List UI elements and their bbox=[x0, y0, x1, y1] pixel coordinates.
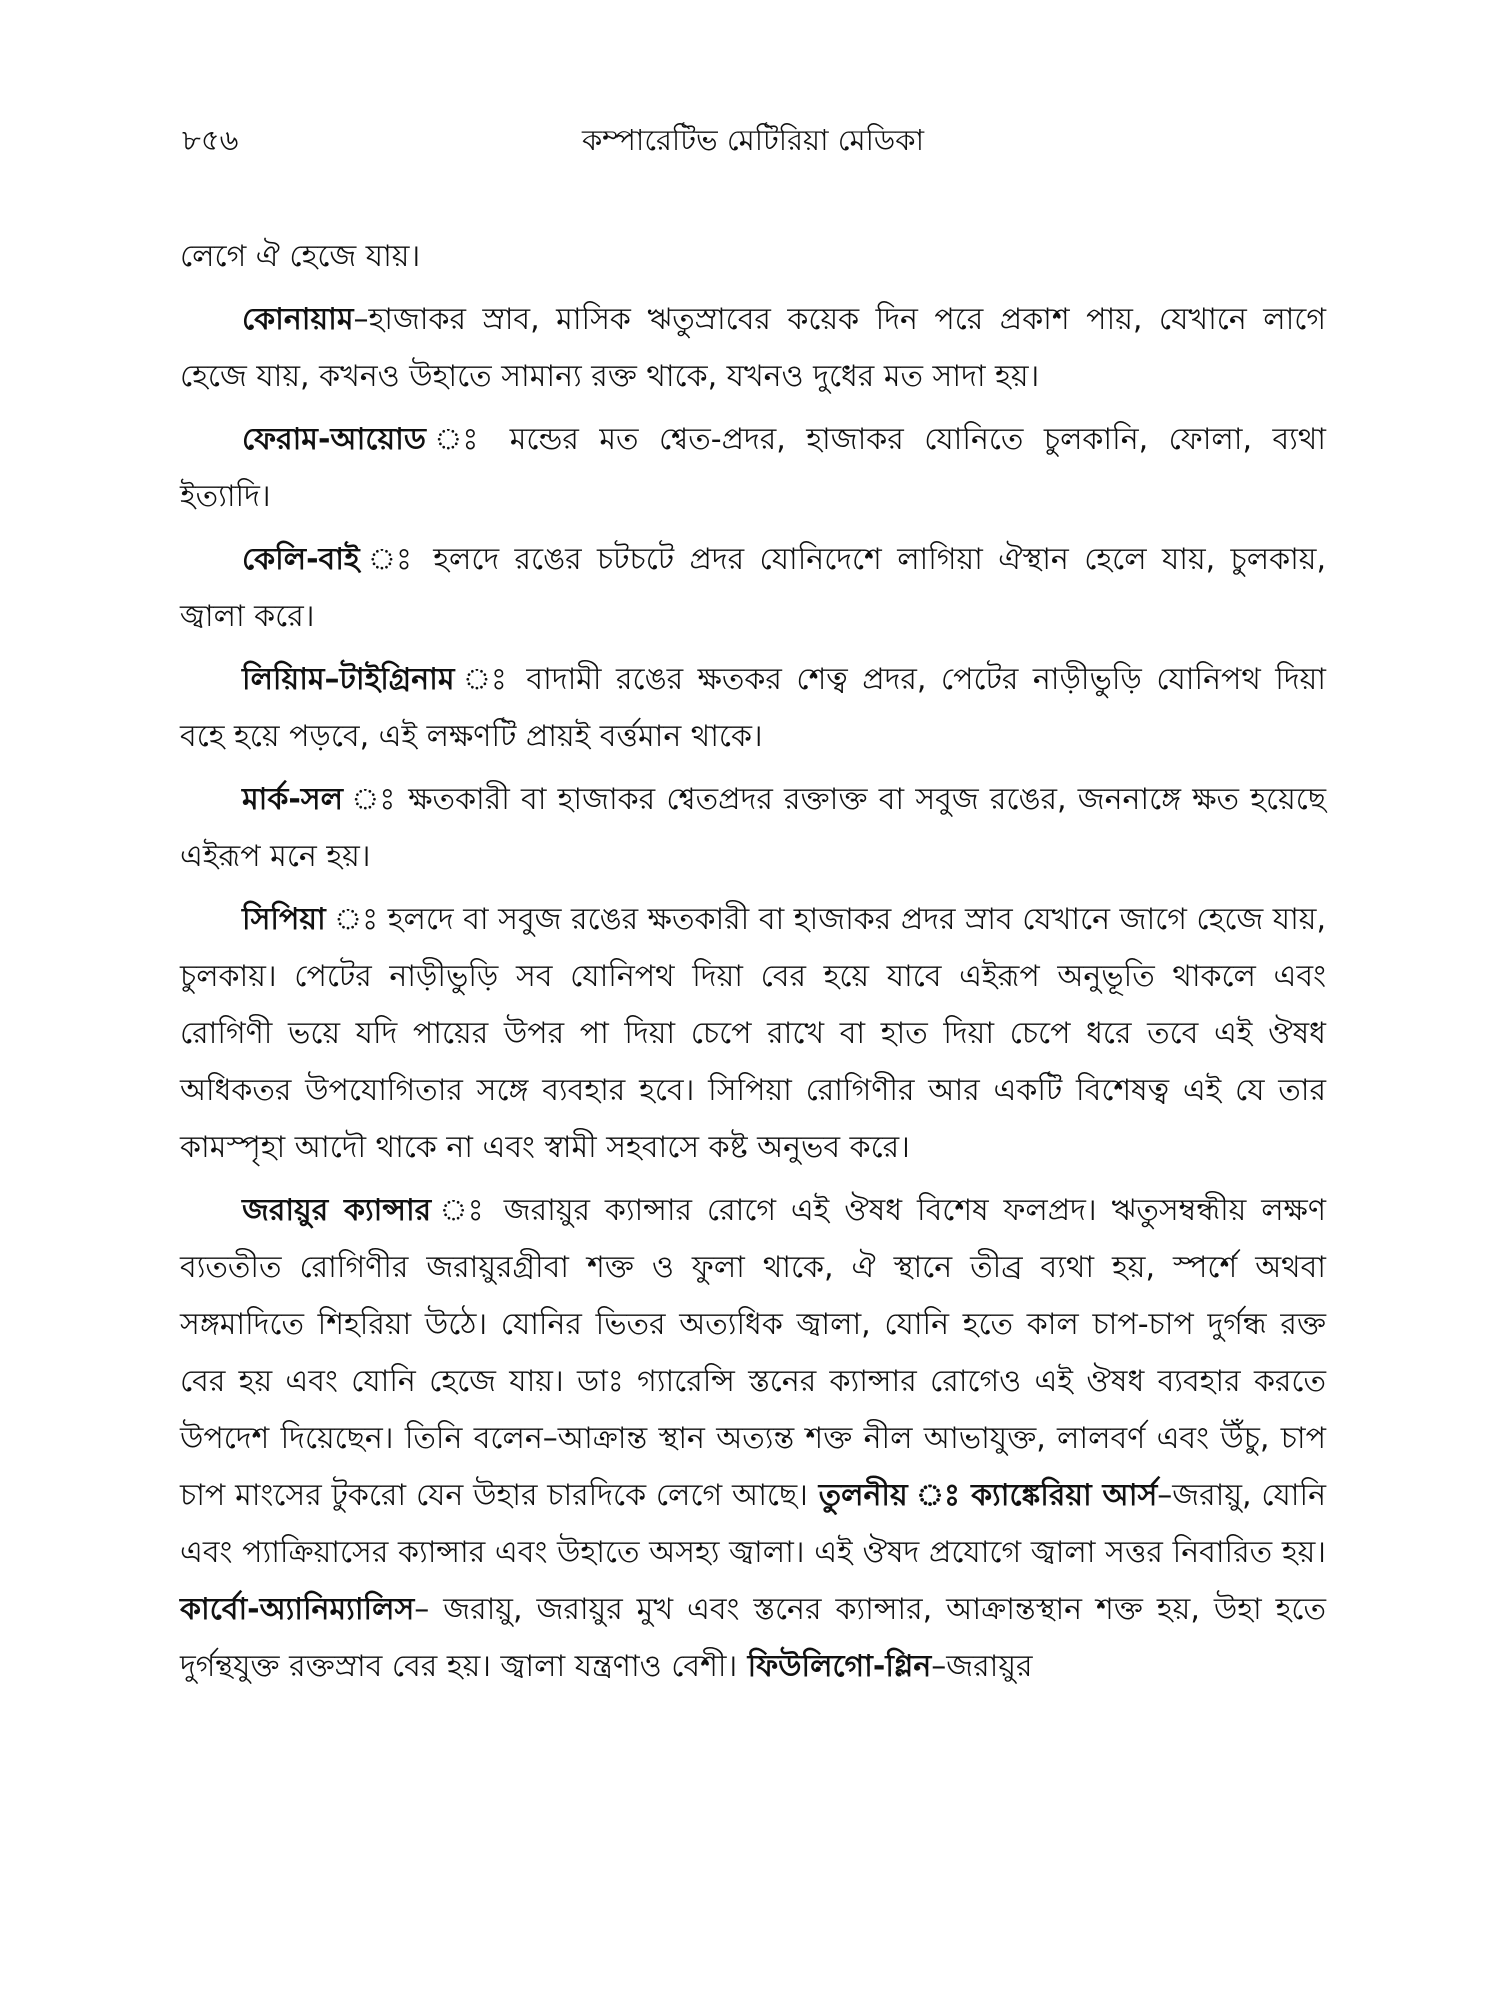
body-text bbox=[180, 228, 1326, 1695]
page-header bbox=[180, 112, 1326, 168]
paragraph-ferrum-iod bbox=[180, 411, 1326, 525]
remedy-name: কোনায়াম bbox=[242, 302, 354, 337]
remedy-name: মার্ক-সল bbox=[242, 782, 343, 817]
paragraph-text: ঃ মন্ডের মত শ্বেত-প্রদর, হাজাকর যোনিতে চুলকানি, ফোলা, ব্যথা ইত্যাদি। bbox=[180, 422, 1326, 514]
paragraph-sepia bbox=[180, 891, 1326, 1176]
paragraph-text: ঃ ক্ষতকারী বা হাজাকর শ্বেতপ্রদর রক্তাক্ত বা সবুজ রঙের, জননাঙ্গে ক্ষত হয়েছে এইরূপ মনে হয়। bbox=[180, 782, 1326, 874]
paragraph-continuation bbox=[180, 228, 1326, 285]
section-heading: জরায়ুর ক্যান্সার bbox=[242, 1193, 432, 1228]
remedy-name: ফেরাম-আয়োড bbox=[242, 422, 426, 457]
paragraph-conium bbox=[180, 291, 1326, 405]
paragraph-text: –হাজাকর স্রাব, মাসিক ঋতুস্রাবের কয়েক দিন পরে প্রকাশ পায়, যেখানে লাগে হেজে যায়, কখনও উহাতে সামান্য রক্ত থাকে, যখনও দুধের মত সাদা হয়। bbox=[180, 302, 1326, 394]
paragraph-text: –জরায়ু, যোনি এবং প্যাক্রিয়াসের ক্যান্সার এবং উহাতে অসহ্য জ্বালা। এই ঔষদ প্রযোগে জ্বালা সত্তর নিবারিত হয়। bbox=[180, 1478, 1326, 1570]
paragraph-text: লেগে ঐ হেজে যায়। bbox=[180, 239, 421, 274]
paragraph-text: ঃ জরায়ুর ক্যান্সার রোগে এই ঔষধ বিশেষ ফলপ্রদ। ঋতুসম্বন্ধীয় লক্ষণ ব্যততীত রোগিণীর জরায়ুরগ্রীবা শক্ত ও ফুলা থাকে, ঐ স্থানে তীব্র ব্যথা হয়, স্পর্শে অথবা সঙ্গমাদিতে শিহরিয়া উঠে। যোনির ভিতর অত্যধিক জ্বালা, যোনি হতে কাল চাপ-চাপ দুর্গন্ধ রক্ত বের হয় এবং যোনি হেজে যায়। ডাঃ গ্যারেন্সি স্তনের ক্যান্সার রোগেও এই ঔষধ ব্যবহার করতে উপদেশ দিয়েছেন। তিনি বলেন–আক্রান্ত স্থান অত্যন্ত শক্ত নীল আভাযুক্ত, লালবর্ণ এবং উঁচু, চাপ চাপ মাংসের টুকরো যেন উহার চারদিকে লেগে আছে। bbox=[180, 1193, 1326, 1513]
remedy-name: কেলি-বাই bbox=[242, 542, 360, 577]
remedy-name: ফিউলিগো-গ্লিন bbox=[737, 1649, 932, 1684]
remedy-name: সিপিয়া bbox=[242, 902, 326, 937]
paragraph-text: ঃ হলদে রঙের চটচটে প্রদর যোনিদেশে লাগিয়া ঐস্থান হেলে যায়, চুলকায়, জ্বালা করে। bbox=[180, 542, 1326, 634]
paragraph-text: –জরায়ুর bbox=[931, 1649, 1033, 1684]
paragraph-text: – জরায়ু, জরায়ুর মুখ এবং স্তনের ক্যান্সার, আক্রান্তস্থান শক্ত হয়, উহা হতে দুর্গন্থযুক্ত রক্তস্রাব বের হয়। জ্বালা যন্ত্রণাও বেশী। bbox=[180, 1592, 1326, 1684]
remedy-name: কার্বো-অ্যানিম্যালিস bbox=[180, 1592, 415, 1627]
paragraph-merc-sol bbox=[180, 771, 1326, 885]
paragraph-text: ঃ হলদে বা সবুজ রঙের ক্ষতকারী বা হাজাকর প্রদর স্রাব যেখানে জাগে হেজে যায়, চুলকায়। পেটের নাড়ীভুড়ি সব যোনিপথ দিয়া বের হয়ে যাবে এইরূপ অনুভূতি থাকলে এবং রোগিণী ভয়ে যদি পায়ের উপর পা দিয়া চেপে রাখে বা হাত দিয়া চেপে ধরে তবে এই ঔষধ অধিকতর উপযোগিতার সঙ্গে ব্যবহার হবে। সিপিয়া রোগিণীর আর একটি বিশেষত্ব এই যে তার কামস্পৃহা আদৌ থাকে না এবং স্বামী সহবাসে কষ্ট অনুভব করে। bbox=[180, 902, 1326, 1165]
remedy-name: লিয়িাম–টাইগ্রিনাম bbox=[242, 662, 455, 697]
page-number: ৮৫৬ bbox=[182, 123, 239, 157]
paragraph-lilium-tig bbox=[180, 651, 1326, 765]
comparison-heading: তুলনীয় ঃ ক্যাঙ্কেরিয়া আর্স bbox=[807, 1478, 1158, 1513]
paragraph-uterine-cancer bbox=[180, 1182, 1326, 1695]
running-title: কম্পারেটিভ মেটিরিয়া মেডিকা bbox=[582, 123, 924, 157]
paragraph-text: ঃ বাদামী রঙের ক্ষতকর শেত্ব প্রদর, পেটের নাড়ীভুড়ি যোনিপথ দিয়া বহে হয়ে পড়বে, এই লক্ষণটি প্রায়ই বর্ত্তমান থাকে। bbox=[180, 662, 1326, 754]
paragraph-kali-bich bbox=[180, 531, 1326, 645]
